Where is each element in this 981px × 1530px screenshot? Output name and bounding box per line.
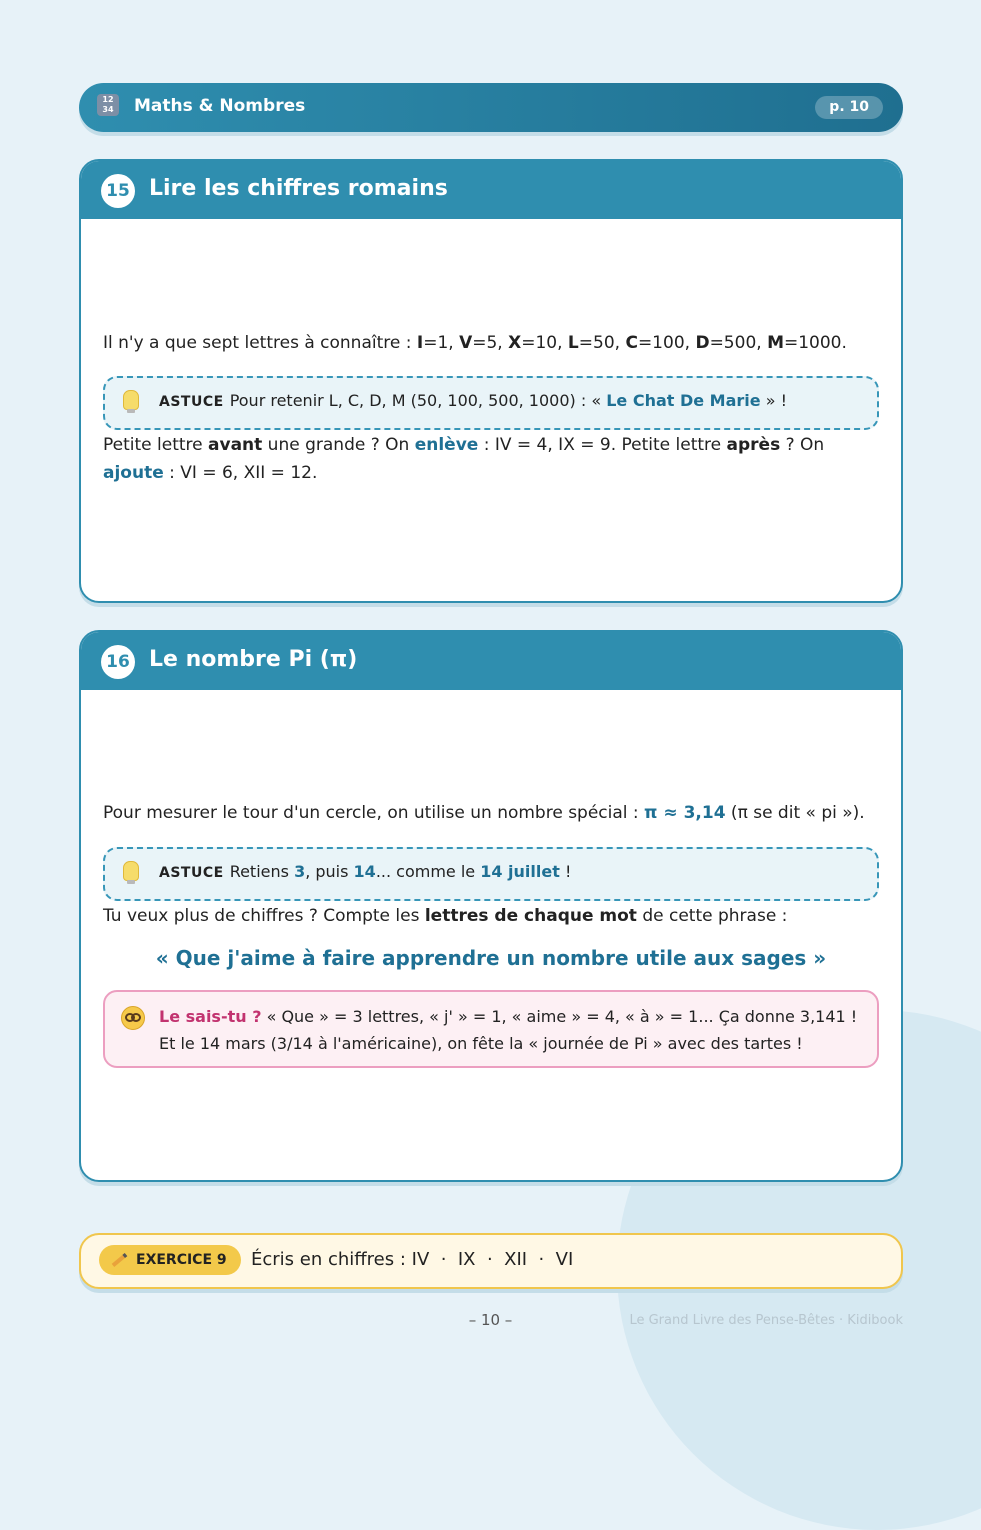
more-digits-paragraph [103, 902, 879, 930]
more-bold: lettres de chaque mot [424, 906, 637, 926]
tip-text-part: , puis [305, 862, 354, 881]
numbers-icon: 12 34 [97, 94, 119, 116]
letter: L [567, 333, 579, 353]
letter-value: =500, [709, 333, 768, 353]
card-pi-number [79, 630, 903, 1182]
exercise-label: EXERCICE 9 [136, 1252, 227, 1268]
tip-label: ASTUCE [159, 865, 224, 881]
tip-highlight: 14 juillet [480, 862, 560, 881]
exercise-text: Écris en chiffres : IV · IX · XII · VI [251, 1249, 574, 1270]
tip-text-part: Retiens [229, 862, 295, 881]
more-text: de cette phrase : [636, 906, 788, 926]
fun-fact-box [103, 990, 879, 1068]
card-header [81, 632, 901, 690]
section-title: Maths & Nombres [134, 96, 306, 116]
letter: I [416, 333, 424, 353]
rule-highlight: ajoute [103, 463, 164, 483]
tip-label: ASTUCE [159, 394, 224, 410]
tip-box [103, 847, 879, 901]
page-number: – 10 – [468, 1311, 513, 1329]
letter-value: =100, [637, 333, 696, 353]
pi-mnemonic-quote: « Que j'aime à faire apprendre un nombre utile aux sages » [155, 946, 827, 970]
tip-text-part: ! [559, 862, 572, 881]
intro-text: Pour mesurer le tour d'un cercle, on utilise un nombre spécial : [103, 803, 645, 823]
lightbulb-icon [123, 390, 139, 410]
pencil-icon [112, 1253, 128, 1267]
card-title: Le nombre Pi (π) [149, 647, 358, 672]
nerd-face-icon [121, 1006, 145, 1030]
fun-fact-label: Le sais-tu ? [159, 1007, 262, 1026]
card-title: Lire les chiffres romains [149, 176, 448, 201]
tip-text [159, 391, 787, 410]
pi-value: π ≈ 3,14 [644, 803, 726, 823]
roman-letters-paragraph [103, 329, 879, 357]
tip-text [159, 862, 571, 881]
rule-text: ? On [780, 435, 825, 455]
rule-text: une grande ? On [262, 435, 415, 455]
rule-bold: après [726, 435, 781, 455]
exercise-badge [99, 1245, 241, 1275]
fun-fact-text [159, 1003, 859, 1057]
tip-box [103, 376, 879, 430]
page-badge: p. 10 [815, 96, 883, 119]
tip-highlight: 14 [353, 862, 376, 881]
more-text: Tu veux plus de chiffres ? Compte les [103, 906, 425, 926]
letter-value: =10, [521, 333, 568, 353]
section-header [79, 83, 903, 132]
card-roman-numerals [79, 159, 903, 603]
rule-highlight: enlève [414, 435, 479, 455]
intro-text: (π se dit « pi »). [725, 803, 865, 823]
card-number: 16 [101, 645, 135, 679]
lightbulb-icon [123, 861, 139, 881]
tip-highlight: Le Chat De Marie [606, 391, 761, 410]
intro-text: Il n'y a que sept lettres à connaître : [103, 333, 417, 353]
fun-fact-body: « Que » = 3 lettres, « j' » = 1, « aime » = 4, « à » = 1... Ça donne 3,141 ! Et le 14 mars (3/14 à l'américaine), on fête la « journée de Pi » avec des tartes ! [159, 1007, 858, 1053]
letter-value: =1, [423, 333, 460, 353]
card-number: 15 [101, 174, 135, 208]
rule-text: : VI = 6, XII = 12. [163, 463, 318, 483]
letter: V [459, 333, 473, 353]
tip-text-part: Pour retenir L, C, D, M (50, 100, 500, 1000) : « [229, 391, 607, 410]
rule-paragraph [103, 431, 879, 487]
pi-intro-paragraph [103, 799, 879, 827]
letter: M [767, 333, 784, 353]
rule-text: : IV = 4, IX = 9. Petite lettre [478, 435, 727, 455]
tip-highlight: 3 [294, 862, 306, 881]
letter-value: =5, [472, 333, 509, 353]
exercise-box [79, 1233, 903, 1289]
tip-text-part: » ! [760, 391, 787, 410]
letter-value: =50, [578, 333, 626, 353]
card-header [81, 161, 901, 219]
book-credit: Le Grand Livre des Pense-Bêtes · Kidibook [629, 1313, 903, 1328]
letter: X [508, 333, 522, 353]
tip-text-part: ... comme le [375, 862, 481, 881]
letter: D [695, 333, 710, 353]
rule-bold: avant [208, 435, 263, 455]
letter: C [625, 333, 638, 353]
letter-value: =1000. [783, 333, 847, 353]
rule-text: Petite lettre [103, 435, 209, 455]
